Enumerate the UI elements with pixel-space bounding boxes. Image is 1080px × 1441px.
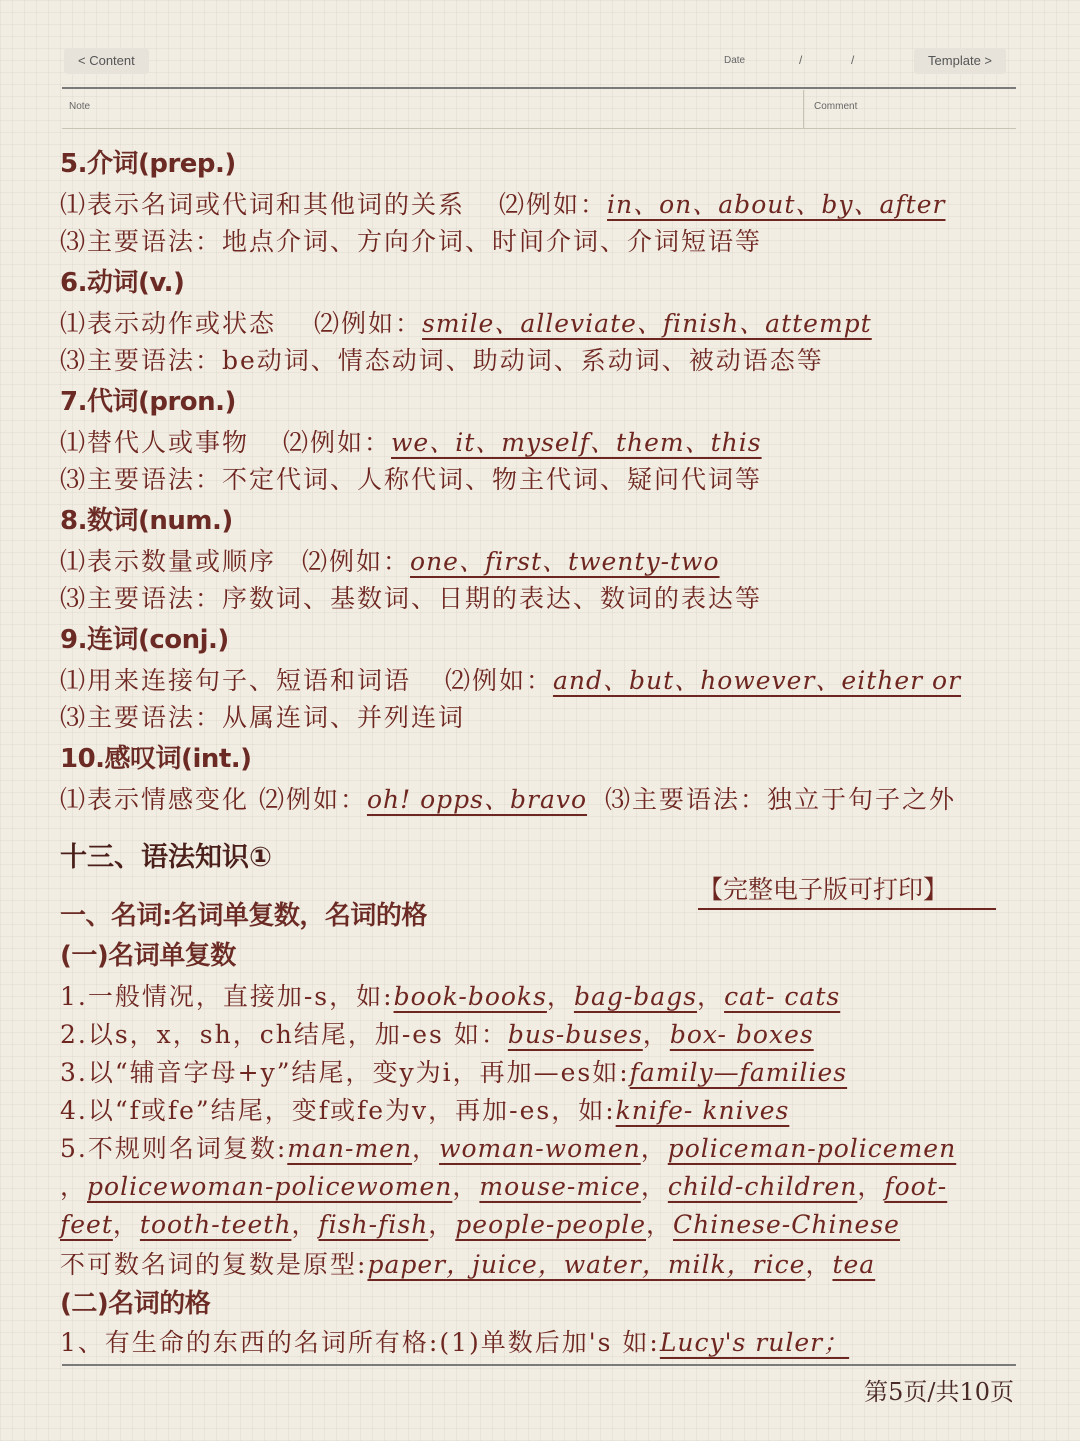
rule-line <box>60 1053 847 1089</box>
example-words: smile、alleviate、finish、attempt <box>422 309 872 338</box>
example-words: policewoman-policewomen <box>87 1172 453 1201</box>
note-text: ⑵例如： <box>499 190 608 219</box>
content-button[interactable]: < Content <box>64 48 149 74</box>
note-text: ⑴表示情感变化 ⑵例如： <box>60 785 367 814</box>
rule-line <box>60 1245 875 1281</box>
separator: ， <box>428 1210 456 1239</box>
header-divider <box>62 87 1016 89</box>
subheading-plural: (一)名词单复数 <box>60 941 236 971</box>
separator: ， <box>646 1210 674 1239</box>
separator: ， <box>546 982 574 1011</box>
separator: ， <box>291 1210 319 1239</box>
note-divider <box>62 128 1016 129</box>
separator: ， <box>452 1172 480 1201</box>
example-words: woman-women <box>439 1134 641 1163</box>
note-line: ⑶主要语法：序数词、基数词、日期的表达、数词的表达等 <box>60 584 763 613</box>
separator: ， <box>412 1134 440 1163</box>
separator: ， <box>112 1210 140 1239</box>
example-words: Lucy's ruler； <box>659 1328 850 1357</box>
rule-text: 1、有生命的东西的名词所有格:(1)单数后加's 如: <box>60 1328 660 1357</box>
heading-interjection: 10.感叹词(int.) <box>60 744 252 774</box>
heading-conjunction: 9.连词(conj.) <box>60 625 229 655</box>
note-line: ⑶主要语法：be动词、情态动词、助动词、系动词、被动语态等 <box>60 346 824 375</box>
note-text: ⑴表示数量或顺序 <box>60 547 277 576</box>
example-words: we、it、myself、them、this <box>391 428 762 457</box>
example-words: family—families <box>629 1058 848 1087</box>
note-line: ⑶主要语法：不定代词、人称代词、物主代词、疑问代词等 <box>60 465 763 494</box>
separator: ， <box>640 1134 668 1163</box>
rule-text: 5.不规则名词复数: <box>60 1134 288 1163</box>
comment-label: Comment <box>814 101 858 112</box>
note-text: ⑴用来连接句子、短语和词语 <box>60 666 412 695</box>
example-words: paper，juice，water，milk，rice <box>367 1250 806 1279</box>
example-words: people-people <box>455 1210 647 1239</box>
separator: ， <box>805 1250 833 1279</box>
rule-text: 2.以s，x，sh，ch结尾，加-es 如： <box>60 1020 508 1049</box>
rule-text: 3.以“辅音字母+y”结尾，变y为i，再加—es如: <box>60 1058 630 1087</box>
example-words: tea <box>832 1250 876 1279</box>
separator: ， <box>60 1172 88 1201</box>
separator: ， <box>642 1020 670 1049</box>
note-text: ⑵例如： <box>283 428 392 457</box>
note-label: Note <box>69 101 91 112</box>
rule-line <box>60 977 840 1013</box>
rule-text: 1.一般情况，直接加-s，如: <box>60 982 394 1011</box>
note-text: ⑴表示动作或状态 <box>60 309 277 338</box>
note-line <box>60 661 961 697</box>
example-words: and、but、however、either or <box>553 666 962 695</box>
note-line: ⑶主要语法：从属连词、并列连词 <box>60 703 466 732</box>
example-words: knife- knives <box>615 1096 790 1125</box>
rule-line <box>60 1323 849 1359</box>
separator: ， <box>640 1172 668 1201</box>
date-separator: / <box>851 53 855 67</box>
note-line: ⑶主要语法：地点介词、方向介词、时间介词、介词短语等 <box>60 227 763 256</box>
example-words: child-children <box>667 1172 858 1201</box>
rule-line <box>60 1205 900 1241</box>
subheading-noun: 一、名词:名词单复数，名词的格 <box>60 901 427 931</box>
separator: ， <box>857 1172 885 1201</box>
rule-text: 不可数名词的复数是原型: <box>60 1250 368 1279</box>
note-line <box>60 780 956 816</box>
example-words: tooth-teeth <box>139 1210 292 1239</box>
example-words: man-men <box>287 1134 413 1163</box>
column-separator <box>803 90 804 128</box>
example-words: oh! opps、bravo <box>366 785 588 814</box>
rule-line <box>60 1167 947 1203</box>
note-line <box>60 542 720 578</box>
separator: ， <box>697 982 725 1011</box>
example-words: in、on、about、by、after <box>607 190 946 219</box>
example-words: bus-buses <box>507 1020 643 1049</box>
note-text: ⑶主要语法：独立于句子之外 <box>605 785 957 814</box>
page-number: 第5页/共10页 <box>864 1378 1014 1406</box>
example-words: feet <box>60 1210 113 1239</box>
example-words: one、first、twenty-two <box>410 547 720 576</box>
note-line <box>60 304 872 340</box>
rule-line <box>60 1015 814 1051</box>
example-words: bag-bags <box>573 982 698 1011</box>
date-label: Date <box>724 55 746 66</box>
note-line <box>60 423 762 459</box>
note-text: ⑵例如： <box>314 309 423 338</box>
rule-text: 4.以“f或fe”结尾，变f或fe为v，再加-es，如: <box>60 1096 616 1125</box>
rule-line <box>60 1129 956 1165</box>
section-title: 十三、语法知识① <box>60 842 272 873</box>
heading-numeral: 8.数词(num.) <box>60 506 233 536</box>
printable-note: 【完整电子版可打印】 <box>698 870 996 910</box>
note-text: ⑵例如： <box>445 666 554 695</box>
heading-pronoun: 7.代词(pron.) <box>60 387 236 417</box>
subheading-case: (二)名词的格 <box>60 1289 211 1319</box>
heading-prep: 5.介词(prep.) <box>60 149 236 179</box>
note-text: ⑴表示名词或代词和其他词的关系 <box>60 190 466 219</box>
note-line <box>60 185 945 221</box>
note-text: ⑴替代人或事物 <box>60 428 250 457</box>
rule-line <box>60 1091 789 1127</box>
note-text: ⑵例如： <box>302 547 411 576</box>
example-words: book-books <box>393 982 547 1011</box>
example-words: foot- <box>884 1172 948 1201</box>
example-words: fish-fish <box>318 1210 429 1239</box>
top-toolbar <box>62 46 1016 76</box>
example-words: Chinese-Chinese <box>673 1210 900 1239</box>
heading-verb: 6.动词(v.) <box>60 268 185 298</box>
date-separator: / <box>799 53 803 67</box>
example-words: mouse-mice <box>479 1172 641 1201</box>
example-words: cat- cats <box>724 982 841 1011</box>
example-words: policeman-policemen <box>667 1134 957 1163</box>
example-words: box- boxes <box>669 1020 814 1049</box>
template-button[interactable]: Template > <box>914 48 1006 74</box>
footer-divider <box>62 1364 1016 1366</box>
